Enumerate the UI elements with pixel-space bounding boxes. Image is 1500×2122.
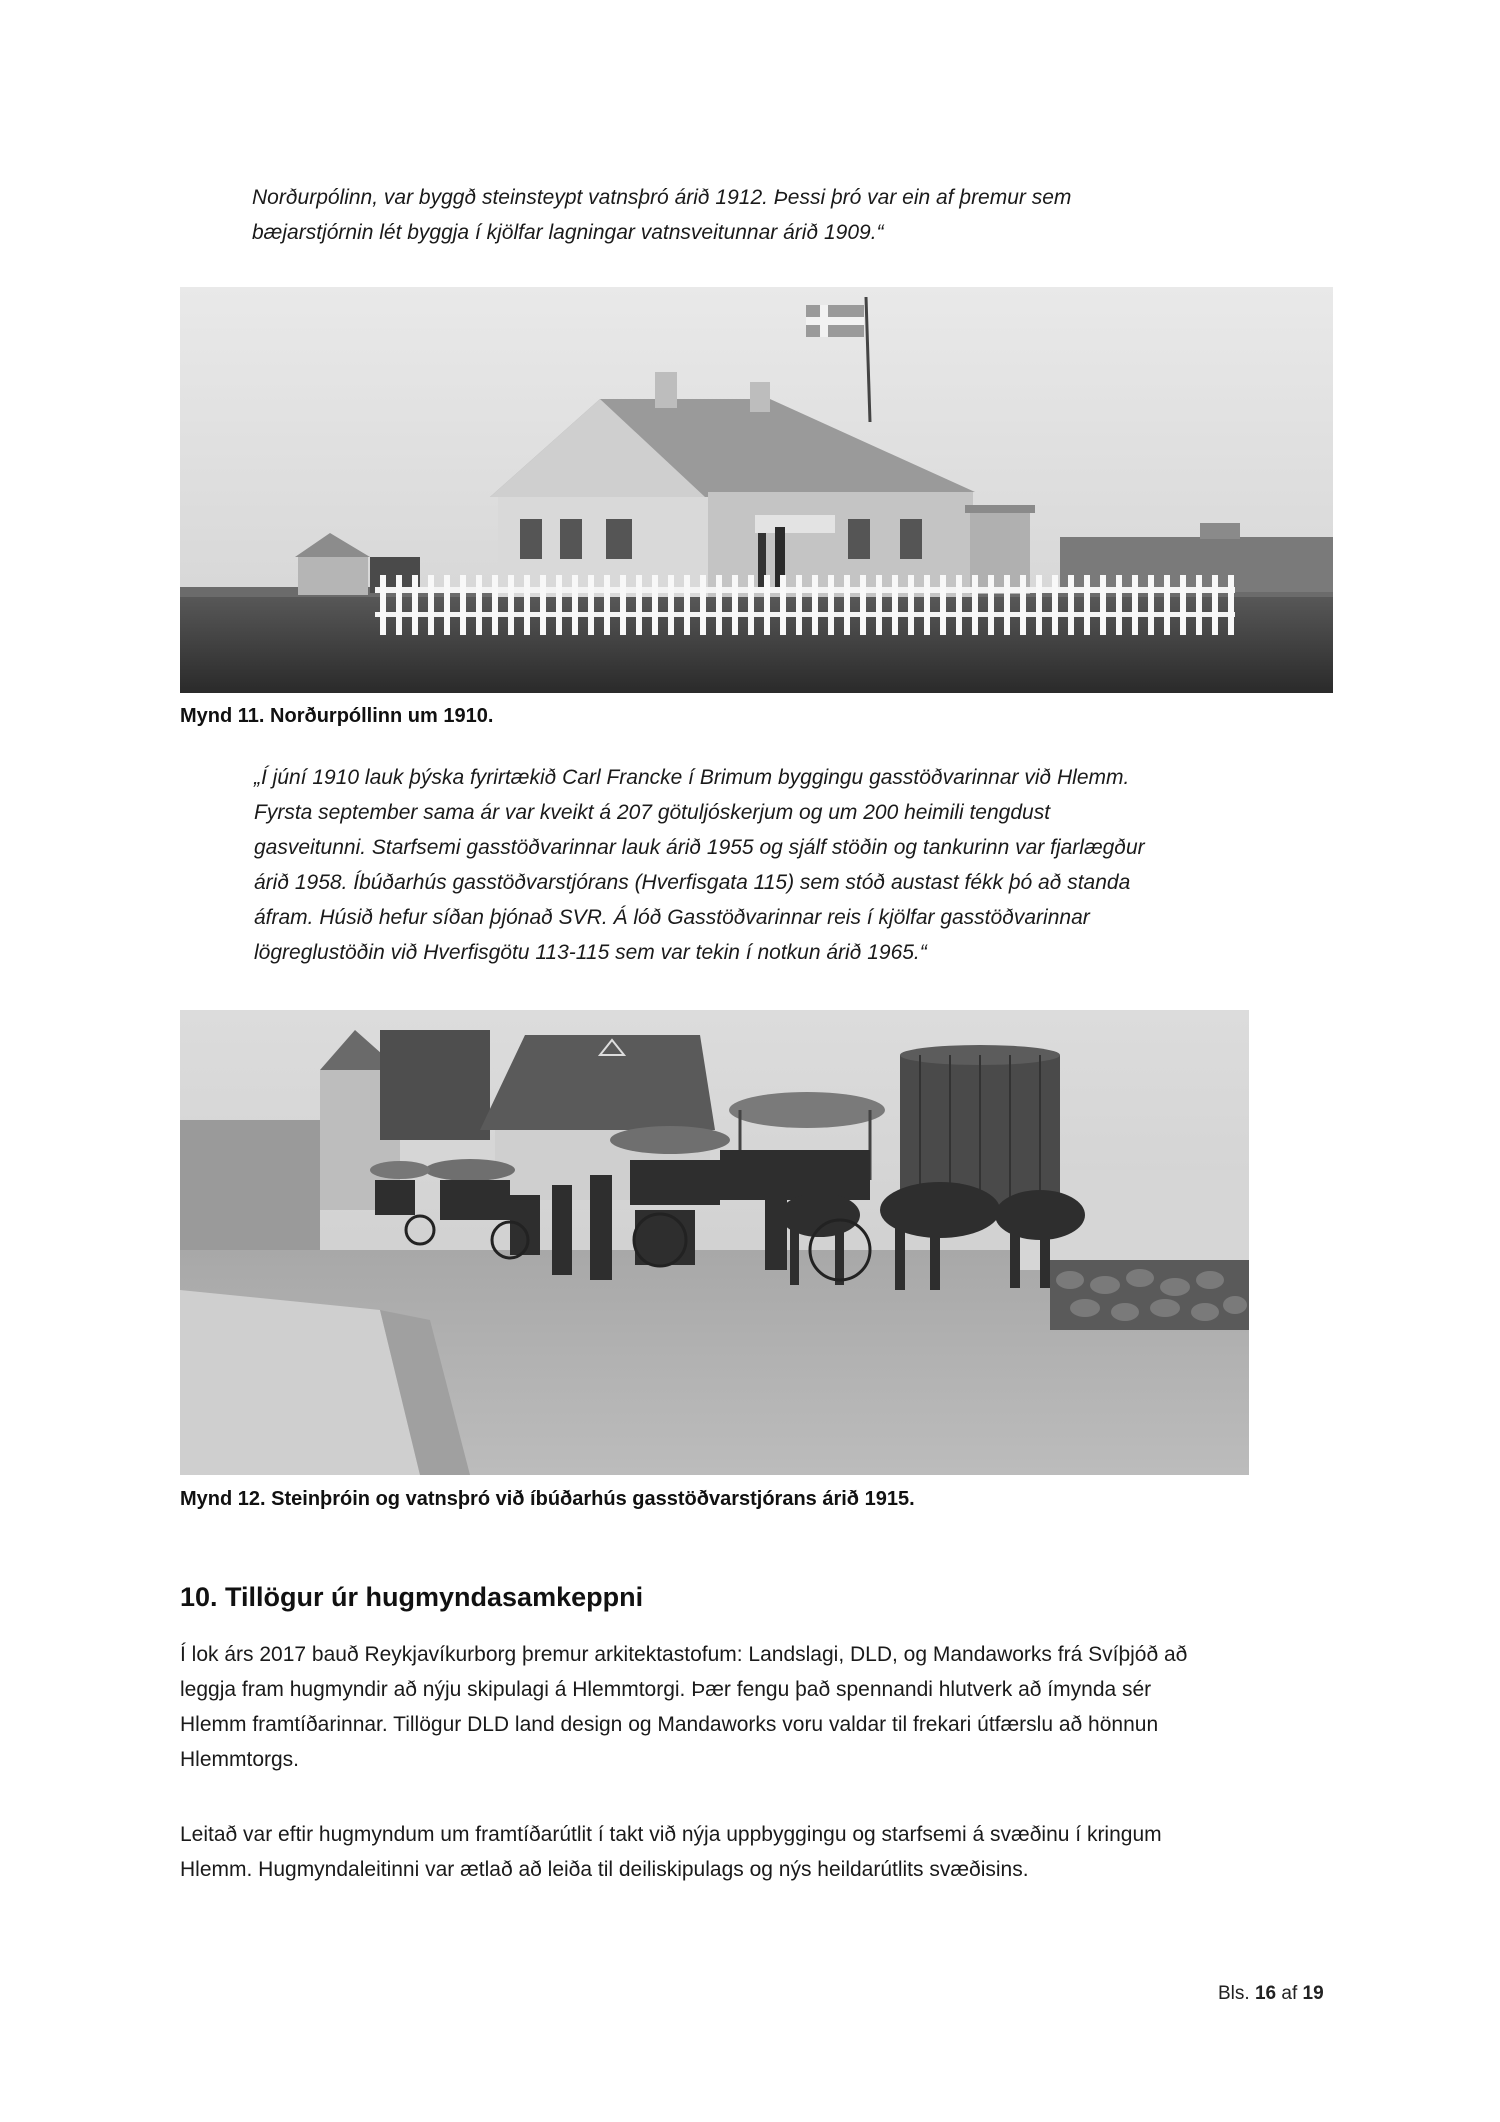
page-prefix: Bls. <box>1218 1983 1250 2004</box>
quote-line: lögreglustöðin við Hverfisgötu 113-115 sem var tekin í notkun árið 1965.“ <box>254 941 927 964</box>
quote-line: Fyrsta september sama ár var kveikt á 207 götuljóskerjum og um 200 heimili tengdust <box>254 801 1051 824</box>
quote-continuation <box>252 180 1071 250</box>
body-paragraph <box>180 1817 1162 1887</box>
paragraph-line: Hlemmtorgs. <box>180 1748 300 1771</box>
paragraph-line: Hlemm. Hugmyndaleitinni var ætlað að leiða til deiliskipulags og nýs heildarútlits svæðisins. <box>180 1858 1029 1881</box>
quote-gas-station <box>254 760 1145 970</box>
figure-12-caption: Mynd 12. Steinþróin og vatnsþró við íbúðarhús gasstöðvarstjórans árið 1915. <box>180 1488 915 1510</box>
north-pole-house-photo <box>180 287 1333 693</box>
figure-11-caption: Mynd 11. Norðurpóllinn um 1910. <box>180 705 494 727</box>
figure-12-photo <box>180 1010 1249 1475</box>
quote-line: áfram. Húsið hefur síðan þjónað SVR. Á lóð Gasstöðvarinnar reis í kjölfar gasstöðvarinnar <box>254 906 1090 929</box>
figure-11-photo <box>180 287 1333 693</box>
quote-line: gasveitunni. Starfsemi gasstöðvarinnar lauk árið 1955 og sjálf stöðin og tankurinn var fjarlægður <box>254 836 1145 859</box>
paragraph-line: Hlemm framtíðarinnar. Tillögur DLD land design og Mandaworks voru valdar til frekari útfærslu að hönnun <box>180 1713 1159 1736</box>
body-paragraph <box>180 1637 1187 1777</box>
paragraph-line: leggja fram hugmyndir að nýju skipulagi á Hlemmtorgi. Þær fengu það spennandi hlutverk að ímynda sér <box>180 1678 1152 1701</box>
quote-line: bæjarstjórnin lét byggja í kjölfar lagningar vatnsveitunnar árið 1909.“ <box>252 221 884 244</box>
paragraph-line: Í lok árs 2017 bauð Reykjavíkurborg þremur arkitektastofum: Landslagi, DLD, og Mandaworks frá Svíþjóð að <box>180 1643 1188 1666</box>
page-number <box>1218 1982 1324 2006</box>
quote-line: „Í júní 1910 lauk þýska fyrirtækið Carl Francke í Brimum byggingu gasstöðvarinnar við Hlemm. <box>254 766 1130 789</box>
total-pages: 19 <box>1302 1983 1324 2004</box>
page-separator: af <box>1281 1983 1298 2004</box>
quote-line: árið 1958. Íbúðarhús gasstöðvarstjórans (Hverfisgata 115) sem stóð austast fékk þó að standa <box>254 871 1131 894</box>
current-page: 16 <box>1254 1983 1277 2004</box>
quote-line: Norðurpólinn, var byggð steinsteypt vatnsþró árið 1912. Þessi þró var ein af þremur sem <box>252 186 1072 209</box>
paragraph-line: Leitað var eftir hugmyndum um framtíðarútlit í takt við nýja uppbyggingu og starfsemi á svæðinu í kringum <box>180 1823 1162 1846</box>
gas-station-street-photo <box>180 1010 1249 1475</box>
section-heading: 10. Tillögur úr hugmyndasamkeppni <box>180 1582 644 1612</box>
